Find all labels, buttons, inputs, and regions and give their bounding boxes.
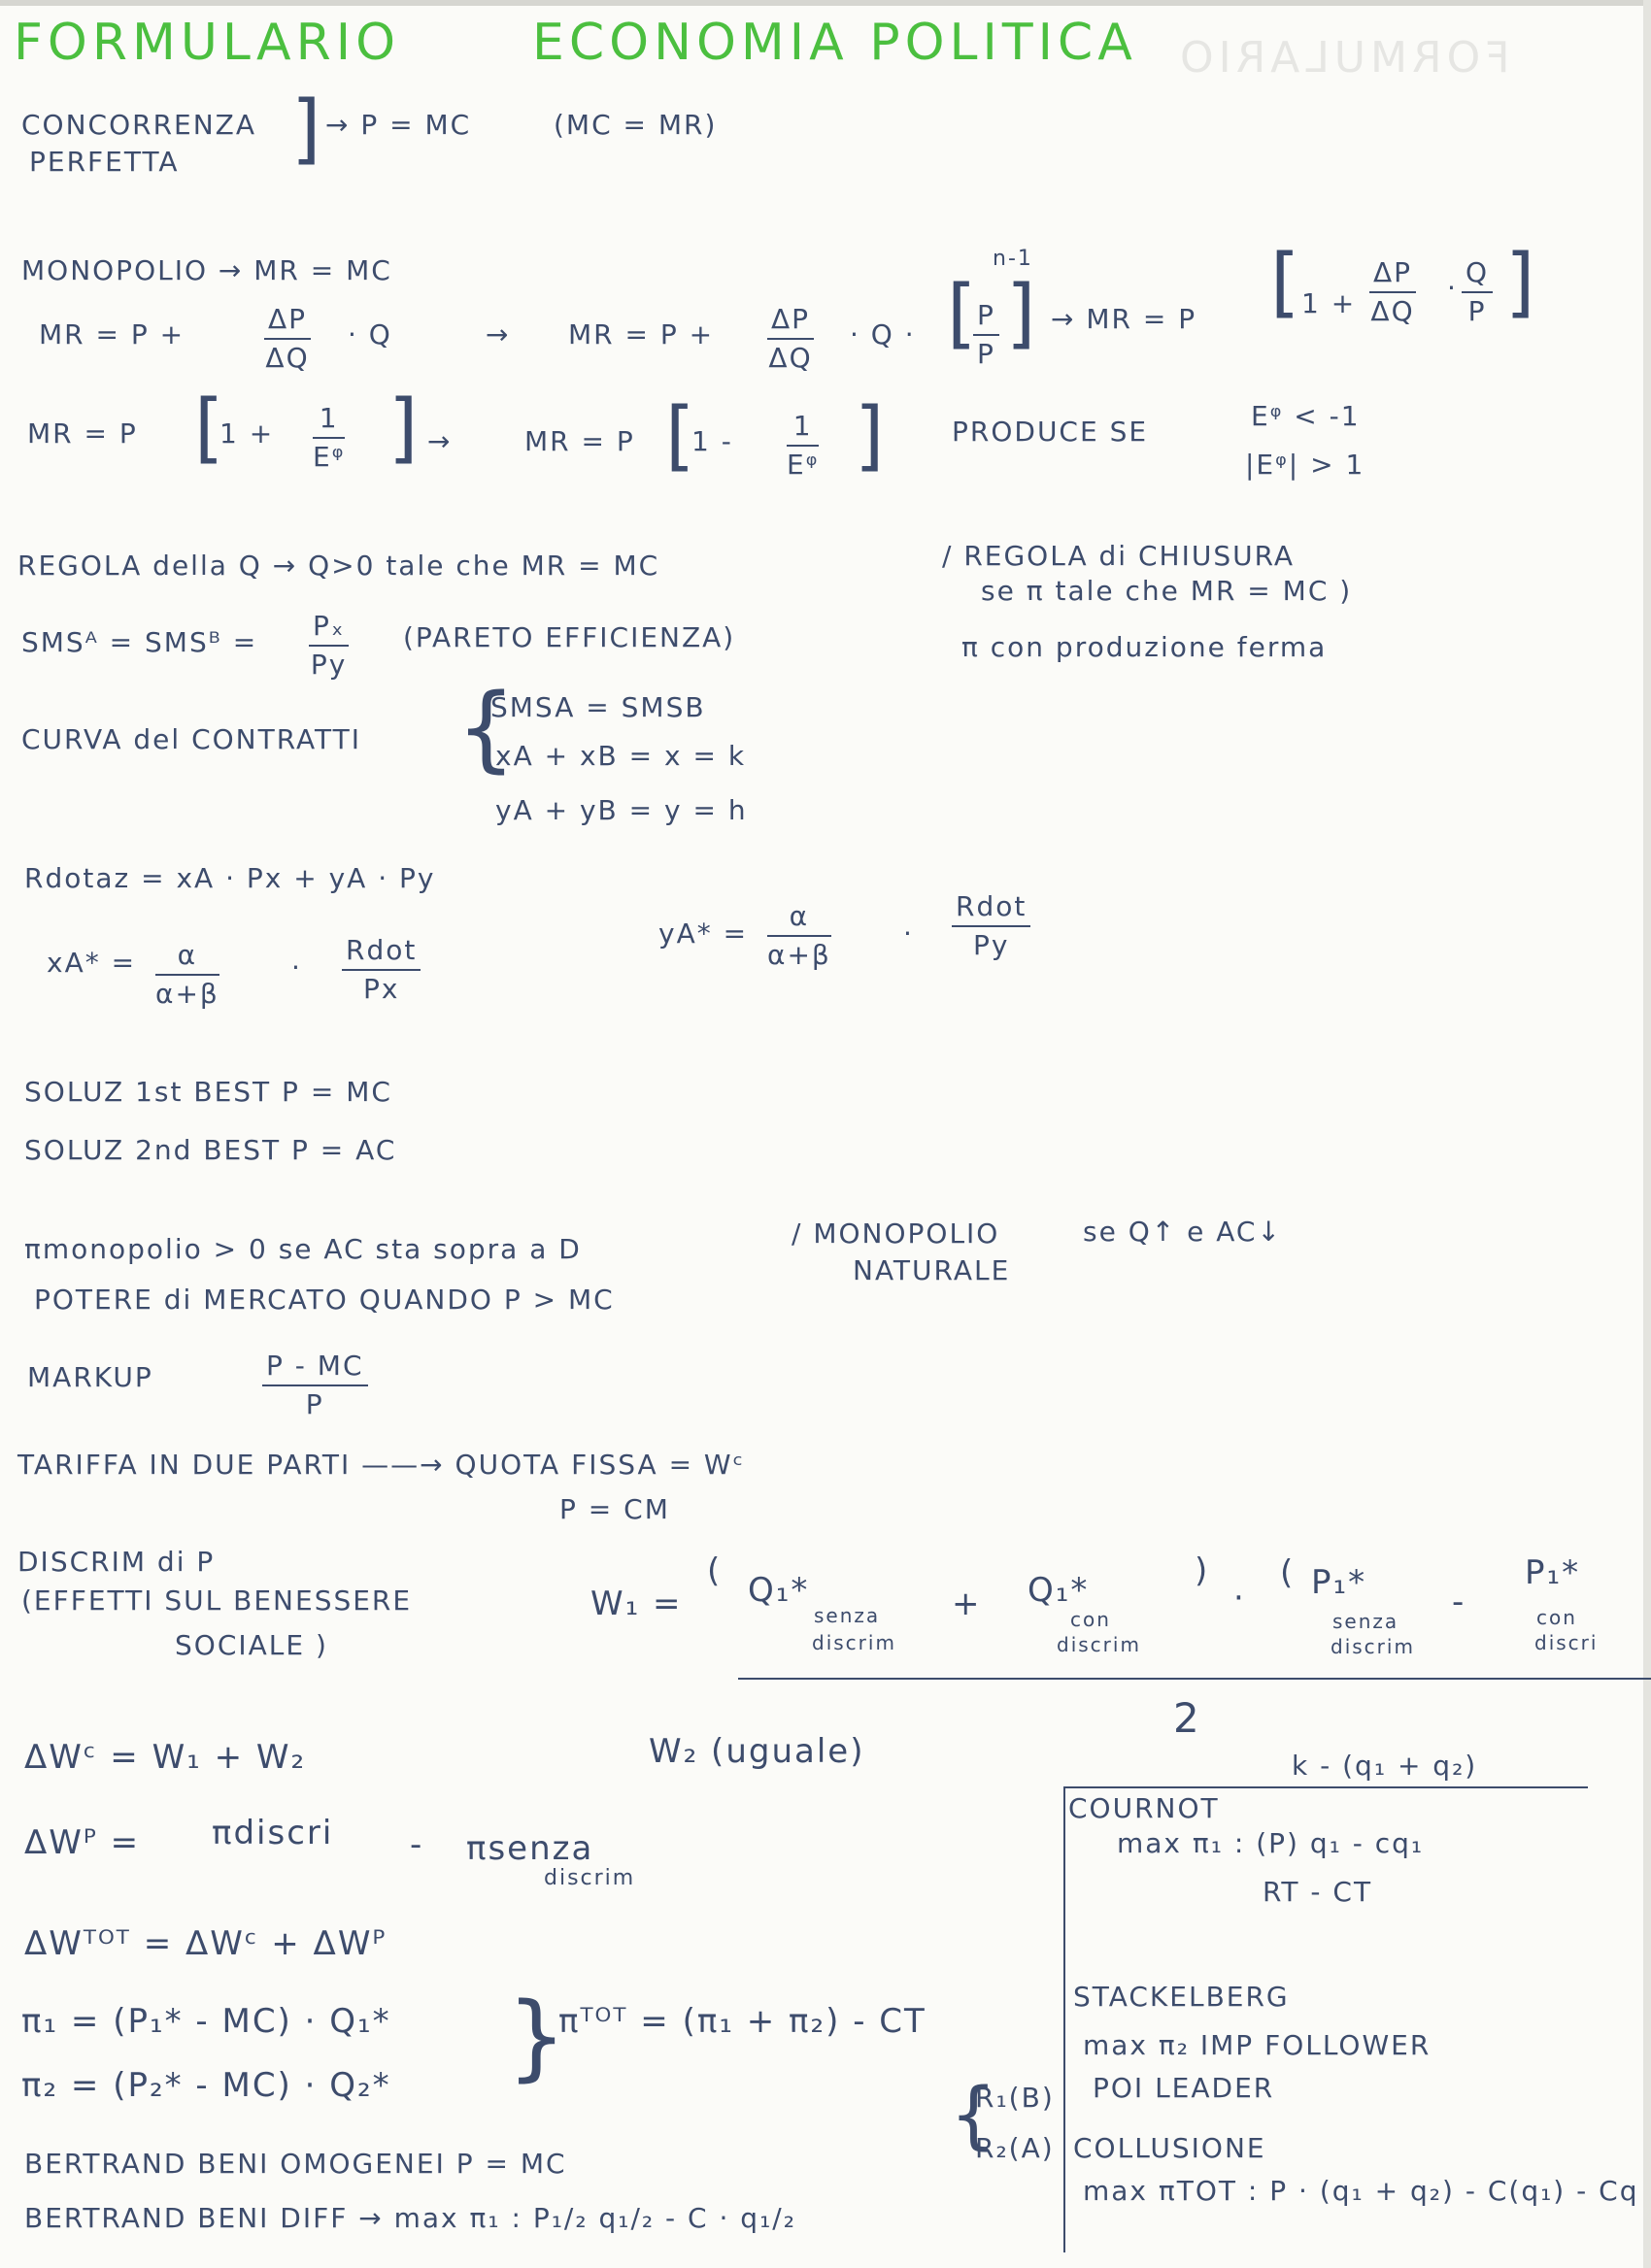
bracket-close-4: ]	[388, 384, 419, 472]
q-over-p	[1462, 254, 1493, 330]
box-top-line	[1063, 1786, 1588, 1788]
mr-result: → MR = P	[1051, 303, 1197, 335]
bracket-close: ]	[291, 85, 321, 173]
times-q: · Q	[348, 318, 392, 350]
w1-label: W₁ =	[590, 1584, 683, 1623]
box-cournot-max: max π₁ : (P) q₁ - cq₁	[1117, 1827, 1425, 1859]
first-best: SOLUZ 1st BEST P = MC	[24, 1076, 392, 1108]
arrow-1: →	[486, 318, 511, 350]
box-collusione: COLLUSIONE	[1073, 2132, 1266, 2164]
ghost-bleed-through: FORMULARIO	[1175, 33, 1510, 83]
pi-tot: πᵀᴼᵀ = (π₁ + π₂) - CT	[558, 2002, 927, 2041]
one-plus-2: 1 +	[219, 417, 275, 450]
con-sub: con	[1070, 1608, 1111, 1631]
reaction-r1: R₁(B)	[975, 2082, 1055, 2114]
rdotaz-formula: Rdotaz = xA · Px + yA · Py	[24, 862, 436, 894]
effetti-benessere: (EFFETTI SUL BENESSERE	[21, 1584, 413, 1617]
bracket-open-3: [	[1270, 239, 1300, 326]
dp-3: ΔP	[1369, 254, 1416, 293]
markup-num: P - MC	[262, 1348, 368, 1386]
times-dot: ·	[1233, 1579, 1246, 1618]
bracket-close-2: ]	[1006, 270, 1036, 357]
contract-eq-3: yA + yB = y = h	[495, 794, 748, 826]
monopolio-line: MONOPOLIO → MR = MC	[21, 254, 392, 286]
dot: ·	[1447, 272, 1458, 304]
box-stackelberg: STACKELBERG	[1073, 1981, 1290, 2013]
paren-open: (	[707, 1551, 723, 1590]
dq: ΔQ	[265, 342, 310, 374]
one-minus: 1 -	[691, 425, 733, 457]
mr-formula-3: MR = P	[27, 417, 138, 450]
contract-eq-1: SMSA = SMSB	[490, 691, 706, 723]
dot-xa: ·	[291, 951, 302, 984]
pi2-formula: π₂ = (P₂* - MC) · Q₂*	[21, 2066, 391, 2105]
one-num: 1	[313, 400, 345, 439]
concorrenza-arrow: → P = MC	[325, 109, 472, 141]
curva-contratti: CURVA del CONTRATTI	[21, 723, 361, 755]
rdot-over-py	[952, 888, 1030, 964]
mr-formula-4: MR = P	[524, 425, 635, 457]
pi-discri: πdiscri	[212, 1814, 334, 1852]
senza-sub: senza	[814, 1604, 881, 1627]
discrim-label: DISCRIM di P	[17, 1546, 216, 1578]
paren-open-2: (	[1280, 1553, 1296, 1592]
discrim-under: discrim	[544, 1866, 636, 1890]
one-num-2: 1	[787, 408, 819, 447]
px-over-py	[309, 608, 349, 684]
box-left-line	[1063, 1786, 1065, 2252]
rdot-num: Rdot	[342, 932, 421, 971]
discrim-sub-3: discrim	[1331, 1635, 1415, 1658]
rdot-num-2: Rdot	[952, 888, 1030, 927]
q-num: Q	[1462, 254, 1493, 293]
arrow-2: →	[427, 425, 453, 457]
ya-star: yA* =	[658, 917, 749, 950]
bracket-open-4: [	[194, 384, 224, 472]
produce-se: PRODUCE SE	[952, 416, 1149, 448]
py-den-2: Py	[972, 929, 1010, 961]
discrim-sub: discrim	[812, 1631, 896, 1654]
perfetta-label: PERFETTA	[29, 146, 180, 178]
regola-chiusura: / REGOLA di CHIUSURA	[942, 540, 1296, 572]
markup-den: P	[305, 1388, 324, 1420]
bracket-close-3: ]	[1505, 239, 1535, 326]
dq-3: ΔQ	[1370, 295, 1415, 327]
bertrand-diff: BERTRAND BENI DIFF → max π₁ : P₁/₂ q₁/₂ - C · q₁/₂	[24, 2202, 796, 2234]
plus-sign: +	[952, 1584, 982, 1623]
page-edge-top	[0, 0, 1651, 6]
chiusura-condition: se π tale che MR = MC )	[981, 575, 1353, 607]
ab-den: α+β	[155, 978, 219, 1010]
box-collusione-max: max πTOT : P · (q₁ + q₂) - C(q₁) - Cq	[1083, 2175, 1639, 2207]
bracket-open-2: [	[947, 270, 977, 357]
py-den: Py	[310, 649, 348, 681]
dq-2: ΔQ	[768, 342, 813, 374]
chiusura-production: π con produzione ferma	[961, 631, 1328, 663]
exponent: n-1	[993, 247, 1033, 271]
alpha-num-2: α	[767, 898, 831, 937]
title-formulario: FORMULARIO	[14, 14, 401, 72]
pi-monopolio: πmonopolio > 0 se AC sta sopra a D	[24, 1233, 582, 1265]
cond-elasticity-1: Eᵠ < -1	[1251, 400, 1361, 432]
box-rt-ct: RT - CT	[1263, 1876, 1373, 1908]
e-den: Eᵠ	[313, 441, 346, 473]
q1-star-senza: Q₁*	[748, 1571, 810, 1610]
px-den: Px	[362, 973, 400, 1005]
monopolio-naturale: / MONOPOLIO	[792, 1217, 1000, 1250]
mc-mr-note: (MC = MR)	[554, 109, 718, 141]
pi1-formula: π₁ = (P₁* - MC) · Q₁*	[21, 2002, 391, 2041]
naturale: NATURALE	[853, 1254, 1011, 1286]
dot-ya: ·	[903, 917, 914, 950]
one-plus: 1 +	[1301, 287, 1357, 319]
paren-close: )	[1195, 1551, 1210, 1590]
con-sub-2: con	[1536, 1606, 1577, 1629]
sum-brace: {	[507, 1983, 567, 2091]
e-den-2: Eᵠ	[787, 449, 820, 481]
p1-star-senza: P₁*	[1311, 1563, 1367, 1602]
p1-star-con: P₁*	[1525, 1553, 1581, 1592]
sms-equality: SMSᴬ = SMSᴮ =	[21, 626, 258, 658]
cond-elasticity-2: |Eᵠ| > 1	[1245, 449, 1365, 481]
sociale: SOCIALE )	[175, 1629, 328, 1661]
box-poi-leader: POI LEADER	[1093, 2072, 1275, 2104]
dp-2: ΔP	[767, 301, 814, 340]
p-over-p	[973, 297, 999, 373]
division-line	[738, 1678, 1651, 1680]
dp-dq-fraction	[264, 301, 311, 377]
times-q-bracket: · Q ·	[850, 318, 916, 350]
p-num: P	[973, 297, 999, 336]
pi-senza: πsenza	[466, 1829, 594, 1868]
minus-sign: -	[1452, 1583, 1466, 1621]
dp-dq-fraction-3	[1369, 254, 1416, 330]
xa-star: xA* =	[47, 947, 137, 979]
p-cm: P = CM	[559, 1493, 670, 1525]
box-cournot: COURNOT	[1068, 1792, 1220, 1824]
contract-eq-2: xA + xB = x = k	[495, 740, 747, 772]
system-brace: {	[456, 674, 517, 783]
ab-den-2: α+β	[767, 939, 831, 971]
p-den: P	[977, 338, 995, 370]
pareto-efficienza: (PARETO EFFICIENZA)	[403, 621, 736, 653]
markup-label: MARKUP	[27, 1361, 153, 1393]
one-over-e-2	[787, 408, 819, 484]
regola-q: REGOLA della Q → Q>0 tale che MR = MC	[17, 550, 660, 582]
reaction-r2: R₂(A)	[975, 2132, 1055, 2164]
discrim-sub-4: discri	[1534, 1631, 1599, 1654]
second-best: SOLUZ 2nd BEST P = AC	[24, 1134, 397, 1166]
bertrand-omogenei: BERTRAND BENI OMOGENEI P = MC	[24, 2148, 567, 2180]
q1-star-con: Q₁*	[1028, 1571, 1090, 1610]
reaction-brace: {	[950, 2071, 997, 2157]
p-den-3: P	[1467, 295, 1487, 327]
delta-wc: ΔWᶜ = W₁ + W₂	[24, 1738, 307, 1777]
senza-sub-2: senza	[1332, 1610, 1399, 1633]
tariffa-due-parti: TARIFFA IN DUE PARTI ——→ QUOTA FISSA = Wᶜ	[17, 1449, 745, 1481]
bracket-close-5: ]	[855, 392, 885, 480]
concorrenza-label: CONCORRENZA	[21, 109, 257, 141]
alpha-over-sum	[155, 937, 219, 1013]
delta-wp: ΔWᴾ =	[24, 1823, 141, 1862]
rdot-over-px	[342, 932, 421, 1008]
one-over-e	[313, 400, 345, 476]
px-num: Pₓ	[309, 608, 349, 647]
title-economia-politica: ECONOMIA POLITICA	[532, 14, 1137, 72]
alpha-num: α	[155, 937, 219, 976]
mr-formula-2: MR = P +	[568, 318, 715, 350]
alpha-over-sum-2	[767, 898, 831, 974]
potere-mercato: POTERE di MERCATO QUANDO P > MC	[34, 1284, 615, 1316]
bracket-open-5: [	[665, 392, 695, 480]
discrim-sub-2: discrim	[1057, 1633, 1141, 1656]
mr-formula-1: MR = P +	[39, 318, 185, 350]
minus-wp: -	[410, 1825, 424, 1864]
divisor-two: 2	[1173, 1694, 1201, 1742]
markup-fraction	[262, 1348, 368, 1423]
naturale-cond: se Q↑ e AC↓	[1083, 1216, 1282, 1248]
dp: ΔP	[264, 301, 311, 340]
box-k-q: k - (q₁ + q₂)	[1292, 1750, 1478, 1782]
delta-wtot: ΔWᵀᴼᵀ = ΔWᶜ + ΔWᴾ	[24, 1924, 387, 1963]
box-stack-follower: max π₂ IMP FOLLOWER	[1083, 2029, 1432, 2061]
page-edge-right	[1643, 0, 1651, 2268]
dp-dq-fraction-2	[767, 301, 814, 377]
w2-uguale: W₂ (uguale)	[649, 1732, 865, 1771]
